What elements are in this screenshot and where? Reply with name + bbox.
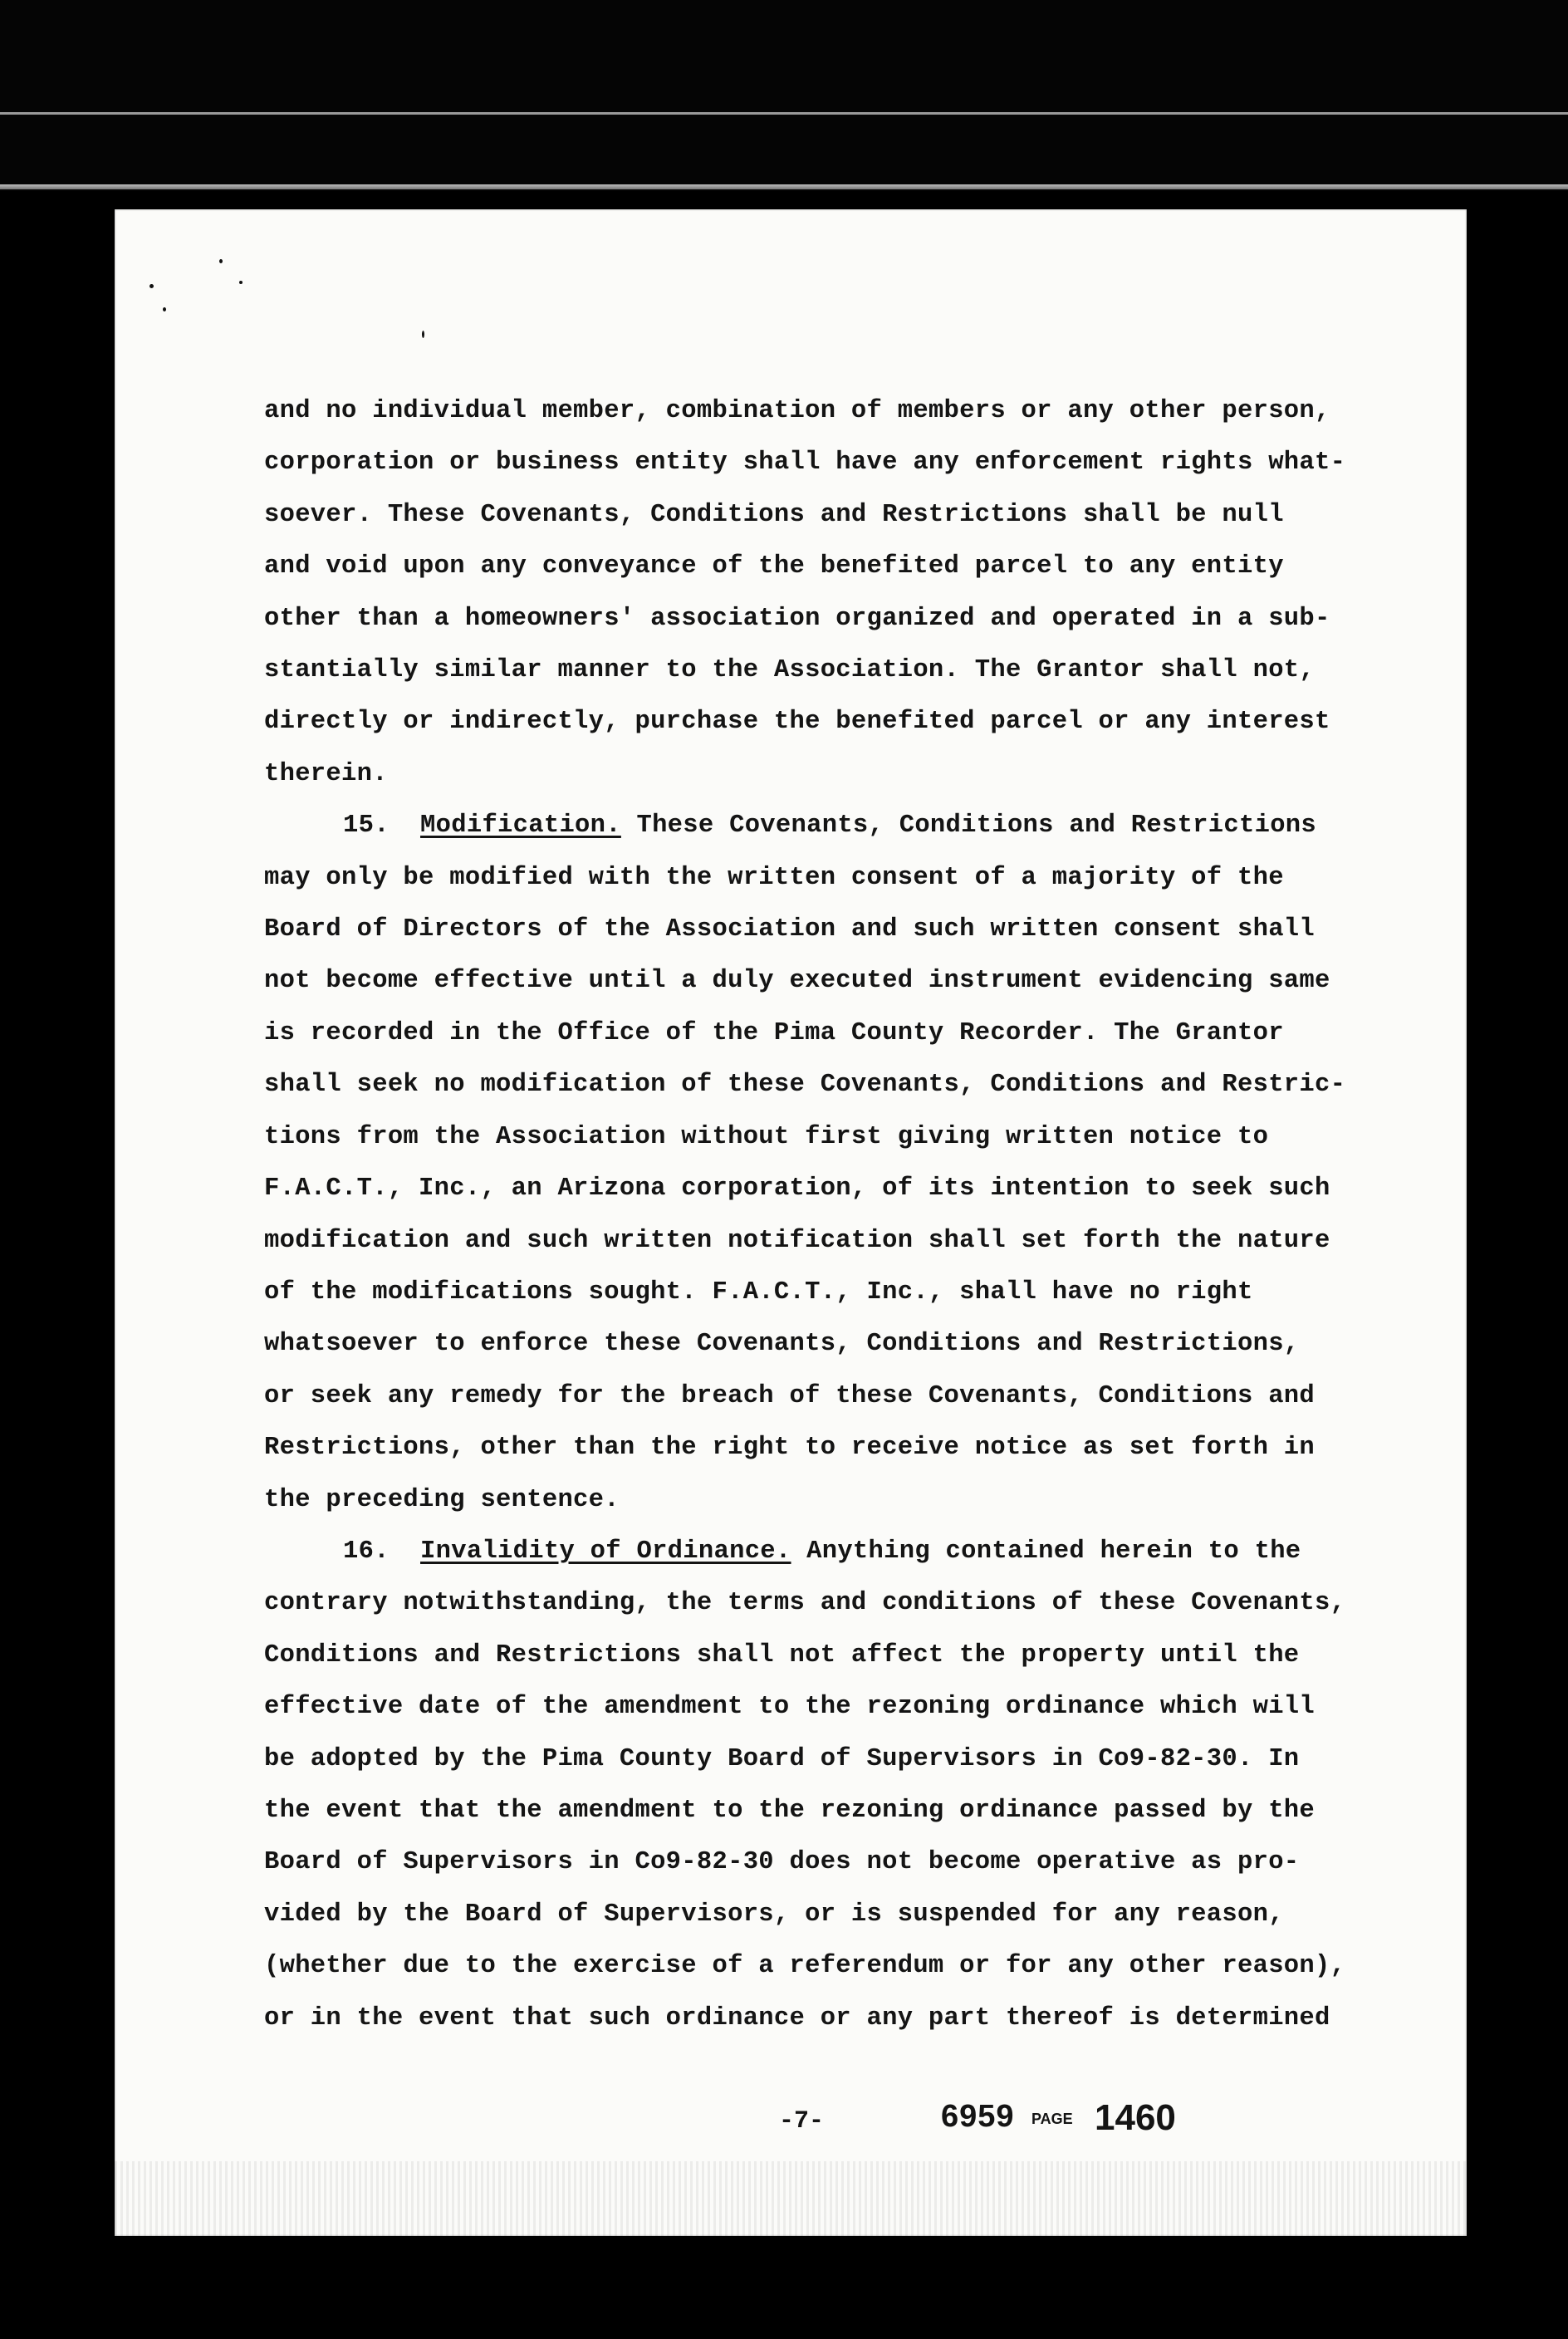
text-line: is recorded in the Office of the Pima County Recorder. The Grantor [264,1018,1284,1047]
text-line: the preceding sentence. [264,1485,620,1514]
document-body [264,385,1377,2044]
section-heading-invalidity-of-ordinance: Invalidity of Ordinance. [420,1537,791,1566]
text-line: corporation or business entity shall have any enforcement rights what- [264,449,1346,478]
text-line: (whether due to the exercise of a referendum or for any other reason), [264,1952,1346,1981]
text-line: vided by the Board of Supervisors, or is suspended for any reason, [264,1900,1284,1929]
text-line: and void upon any conveyance of the benefited parcel to any entity [264,552,1284,581]
text-line: These Covenants, Conditions and Restrictions [620,812,1317,841]
scan-top-band [0,0,1568,191]
text-line: may only be modified with the written consent of a majority of the [264,863,1284,892]
section-15-first-line [264,800,1377,851]
text-line: Anything contained herein to the [791,1537,1301,1566]
text-line: and no individual member, combination of members or any other person, [264,397,1330,425]
text-line: Board of Directors of the Association and such written consent shall [264,915,1316,944]
text-line: effective date of the amendment to the rezoning ordinance which will [264,1693,1316,1722]
text-line: or seek any remedy for the breach of these Covenants, Conditions and [264,1381,1316,1410]
document-page [115,209,1467,2236]
text-line: directly or indirectly, purchase the benefited parcel or any interest [264,708,1330,737]
text-line: contrary notwithstanding, the terms and conditions of these Covenants, [264,1589,1346,1618]
recorder-page-stamp: 1460 [1095,2097,1176,2138]
text-line: whatsoever to enforce these Covenants, Conditions and Restrictions, [264,1330,1300,1359]
scan-artifact-line [0,184,1568,189]
text-line: F.A.C.T., Inc., an Arizona corporation, of its intention to seek such [264,1174,1330,1204]
section-number: 15. [343,812,390,841]
text-line: stantially similar manner to the Association. The Grantor shall not, [264,656,1316,685]
text-line: or in the event that such ordinance or any part thereof is determined [264,2003,1330,2033]
section-heading-modification: Modification. [420,812,621,841]
text-line: Board of Supervisors in Co9-82-30 does not become operative as pro- [264,1848,1300,1877]
scan-speck [219,259,223,263]
text-line: not become effective until a duly executed instrument evidencing same [264,967,1330,996]
text-line: modification and such written notification shall set forth the nature [264,1226,1330,1255]
scan-speck [422,331,424,338]
text-line: soever. These Covenants, Conditions and Restrictions shall be null [264,500,1284,529]
section-16-first-line [264,1526,1377,1577]
scan-speck [149,284,154,288]
text-line: of the modifications sought. F.A.C.T., Inc., shall have no right [264,1277,1253,1307]
page-number: -7- [779,2107,825,2136]
text-line: therein. [264,759,388,788]
recorder-page-label: PAGE [1031,2111,1073,2127]
scan-artifact-line [0,112,1568,115]
page-footer [115,2097,1467,2150]
text-line: shall seek no modification of these Covenants, Conditions and Restric- [264,1071,1346,1100]
section-number: 16. [343,1537,390,1566]
text-line: tions from the Association without first giving written notice to [264,1122,1269,1151]
text-line: Restrictions, other than the right to receive notice as set forth in [264,1434,1316,1463]
scan-speck [163,307,166,311]
text-line: Conditions and Restrictions shall not affect the property until the [264,1640,1300,1670]
text-line: be adopted by the Pima County Board of Supervisors in Co9-82-30. In [264,1744,1300,1773]
text-line: other than a homeowners' association organized and operated in a sub- [264,604,1330,633]
recorder-book-stamp: 6959 [941,2099,1015,2134]
text-line: the event that the amendment to the rezoning ordinance passed by the [264,1796,1316,1825]
scan-speck [239,281,243,284]
